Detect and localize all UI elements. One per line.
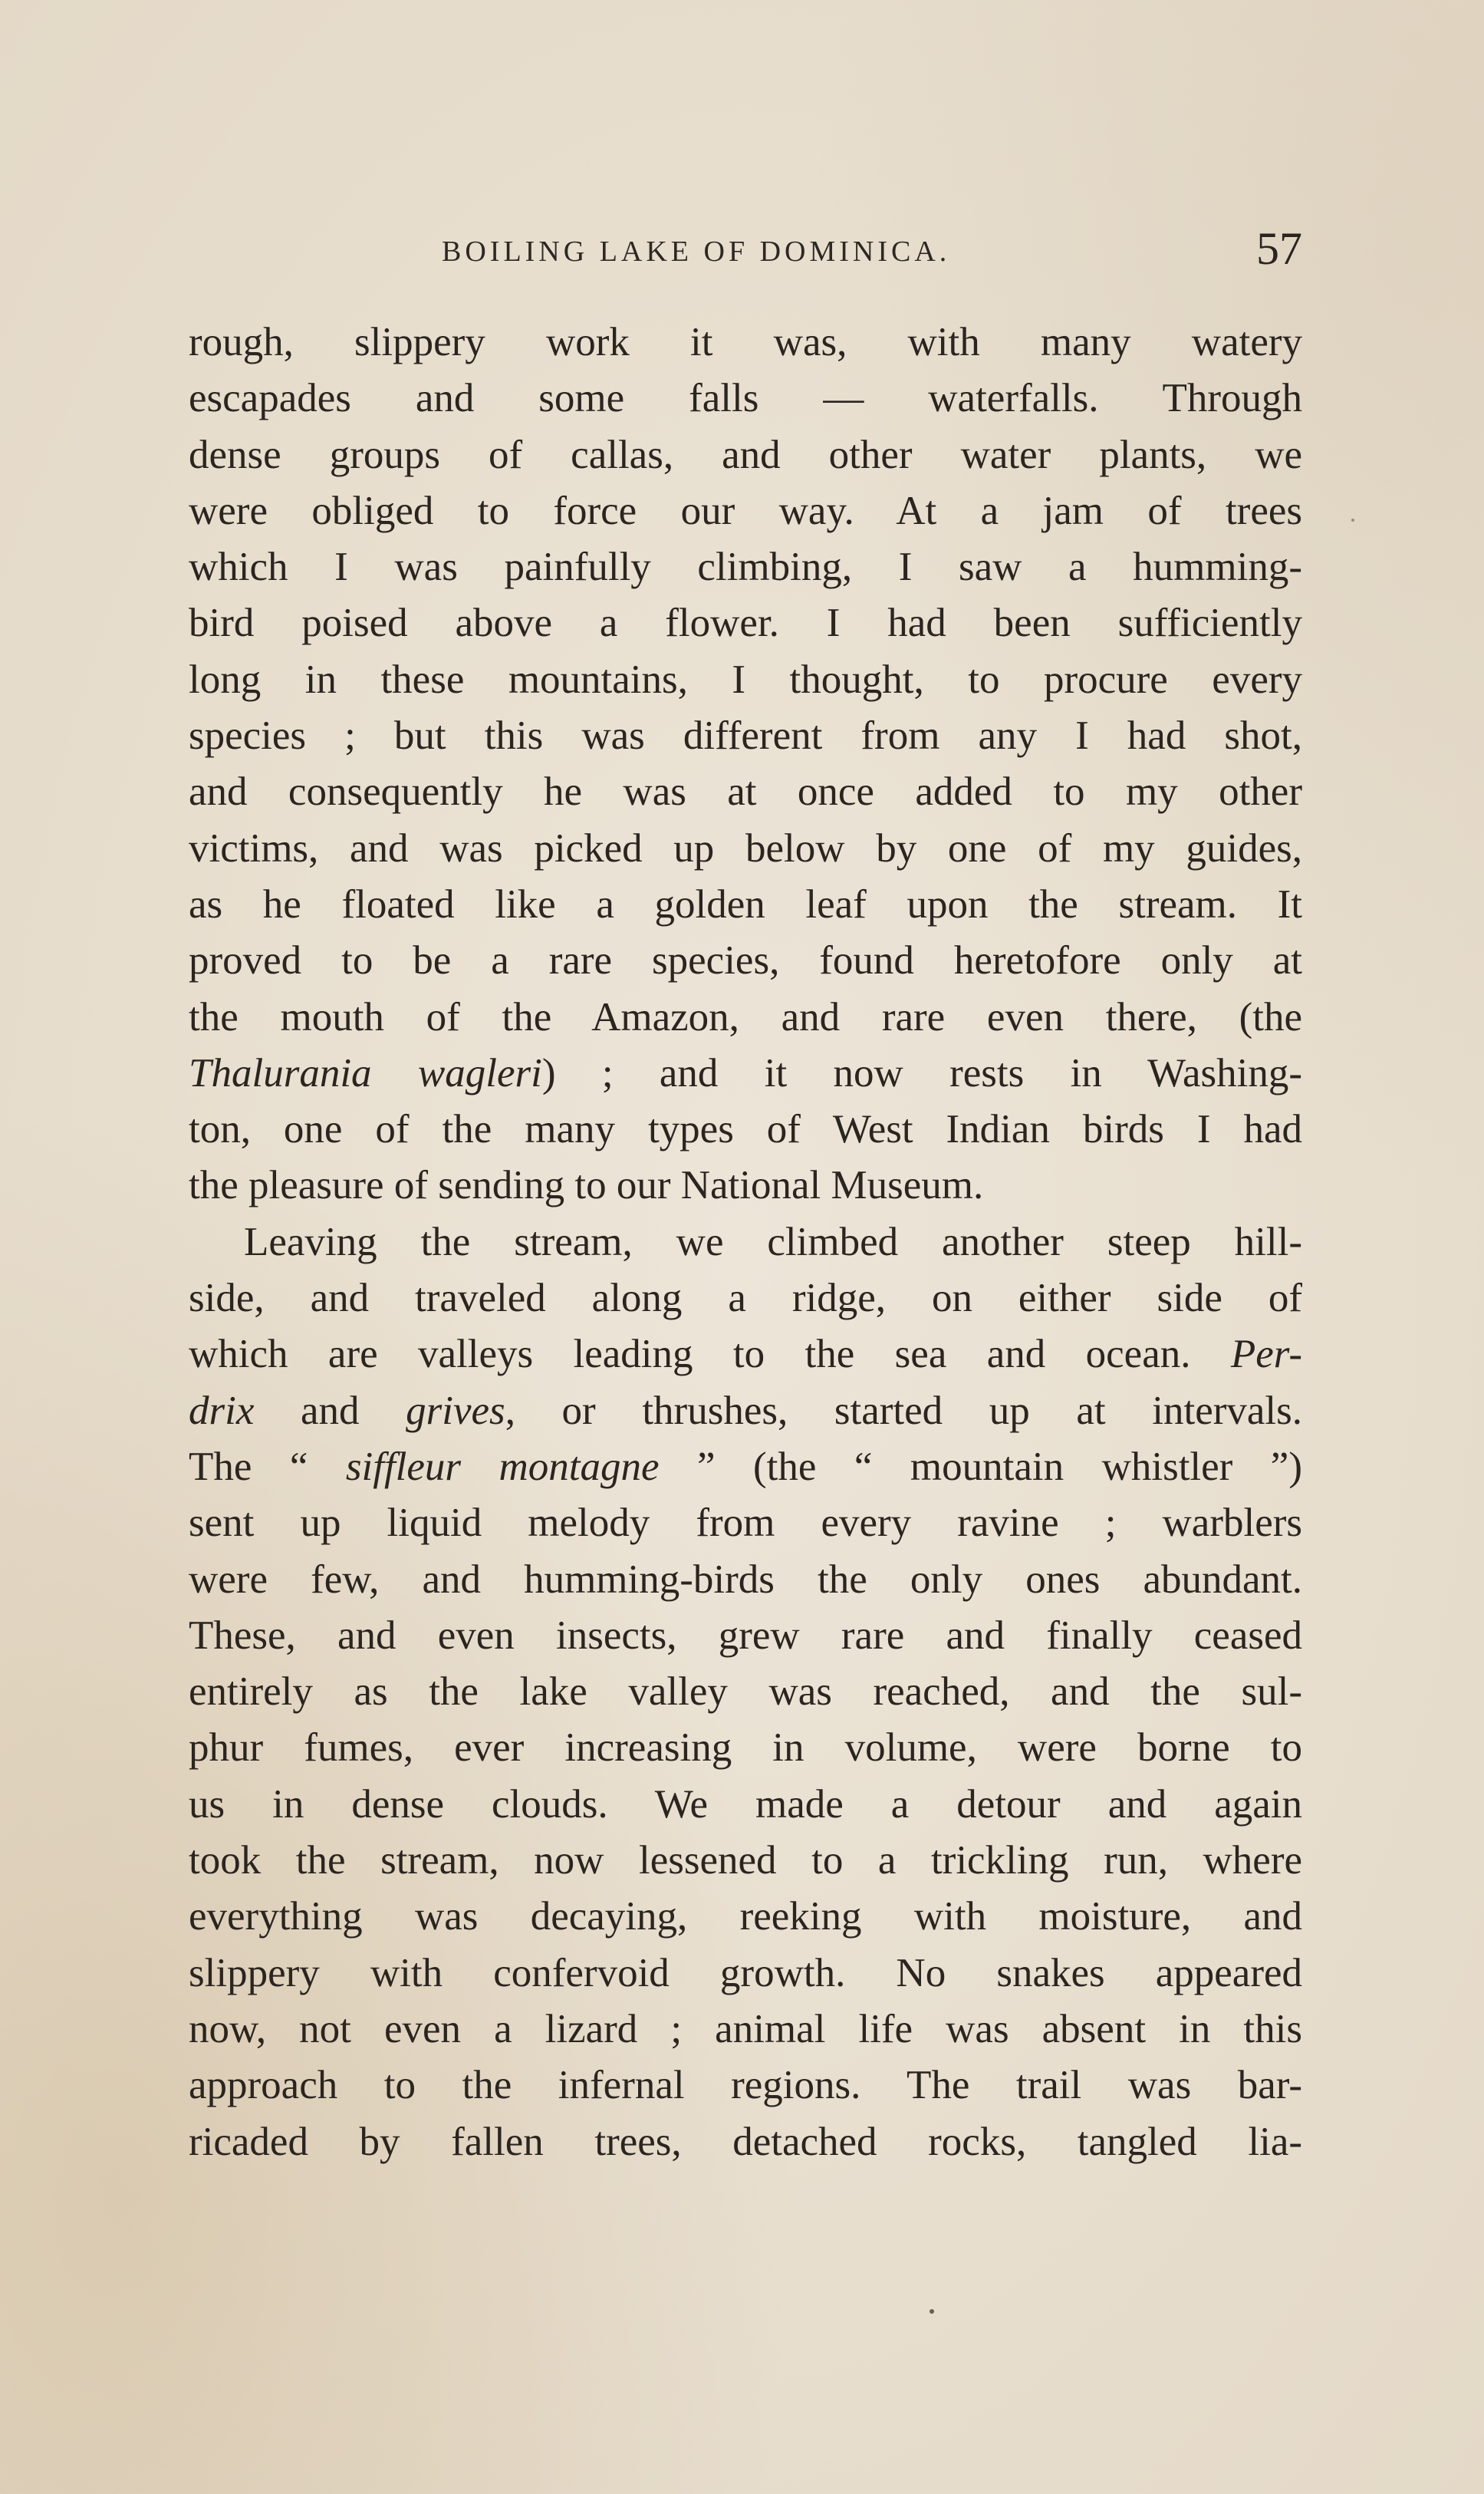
italic-term: Per-	[1230, 1332, 1302, 1377]
text-line: These, and even insects, grew rare and finally ceased	[189, 1613, 1302, 1658]
text-line: dense groups of callas, and other water plants, we	[189, 432, 1302, 477]
text-line: species ; but this was different from any I had shot,	[189, 713, 1302, 759]
text-line: took the stream, now lessened to a trickling run, where	[189, 1838, 1302, 1883]
text-line: side, and traveled along a ridge, on either side of	[189, 1276, 1302, 1321]
text-line: us in dense clouds. We made a detour and again	[189, 1781, 1302, 1827]
text-line: which I was painfully climbing, I saw a humming-	[189, 545, 1302, 590]
italic-term: grives	[406, 1388, 505, 1433]
running-header	[189, 223, 1302, 290]
text-line: long in these mountains, I thought, to procure every	[189, 657, 1302, 702]
text-line: everything was decaying, reeking with moisture, and	[189, 1894, 1302, 1939]
text-segment: The “	[189, 1444, 346, 1489]
italic-species-name: Thalurania wagleri	[189, 1050, 542, 1095]
text-line: ton, one of the many types of West Indian birds I had	[189, 1107, 1302, 1152]
page-number: 57	[1256, 223, 1302, 274]
text-line: ricaded by fallen trees, detached rocks, tangled lia-	[189, 2119, 1302, 2164]
text-segment: and	[254, 1388, 406, 1433]
body-text	[189, 315, 1302, 2170]
text-line: as he floated like a golden leaf upon the stream. It	[189, 881, 1302, 927]
text-line: escapades and some falls — waterfalls. Through	[189, 376, 1302, 421]
text-line: the pleasure of sending to our National Museum.	[189, 1163, 984, 1208]
text-line: were obliged to force our way. At a jam of trees	[189, 488, 1302, 533]
text-segment: , or thrushes, started up at intervals.	[505, 1388, 1302, 1433]
text-line: rough, slippery work it was, with many watery	[189, 320, 1302, 364]
text-segment: ” (the “ mountain whistler ”)	[659, 1444, 1302, 1489]
text-line: phur fumes, ever increasing in volume, were borne to	[189, 1725, 1302, 1771]
text-line: now, not even a lizard ; animal life was absent in this	[189, 2006, 1302, 2051]
text-line	[189, 1383, 1302, 1439]
text-line: proved to be a rare species, found heretofore only at	[189, 938, 1302, 983]
italic-term: siffleur montagne	[345, 1444, 660, 1489]
text-line: approach to the infernal regions. The trail was bar-	[189, 2063, 1302, 2108]
text-line	[189, 1326, 1302, 1382]
text-segment: ) ; and it now rests in Washing-	[541, 1050, 1302, 1095]
text-line	[189, 1439, 1302, 1495]
paragraph-first-line: Leaving the stream, we climbed another steep hill-	[244, 1219, 1302, 1264]
running-title: BOILING LAKE OF DOMINICA.	[442, 236, 951, 268]
text-line: were few, and humming-birds the only ones abundant.	[189, 1557, 1302, 1602]
paper-speck	[930, 2309, 934, 2314]
text-line: slippery with confervoid growth. No snakes appeared	[189, 1950, 1302, 1995]
text-line	[189, 1046, 1302, 1102]
paper-speck	[1351, 519, 1354, 522]
text-line: victims, and was picked up below by one of my guides,	[189, 825, 1302, 871]
text-line: sent up liquid melody from every ravine ; warblers	[189, 1501, 1302, 1546]
text-line: entirely as the lake valley was reached, and the sul-	[189, 1669, 1302, 1715]
text-line: the mouth of the Amazon, and rare even there, (the	[189, 994, 1302, 1039]
text-line: and consequently he was at once added to my other	[189, 769, 1302, 815]
text-segment: which are valleys leading to the sea and ocean.	[189, 1332, 1231, 1377]
text-line: bird poised above a flower. I had been sufficiently	[189, 601, 1302, 646]
italic-term: drix	[189, 1388, 255, 1433]
